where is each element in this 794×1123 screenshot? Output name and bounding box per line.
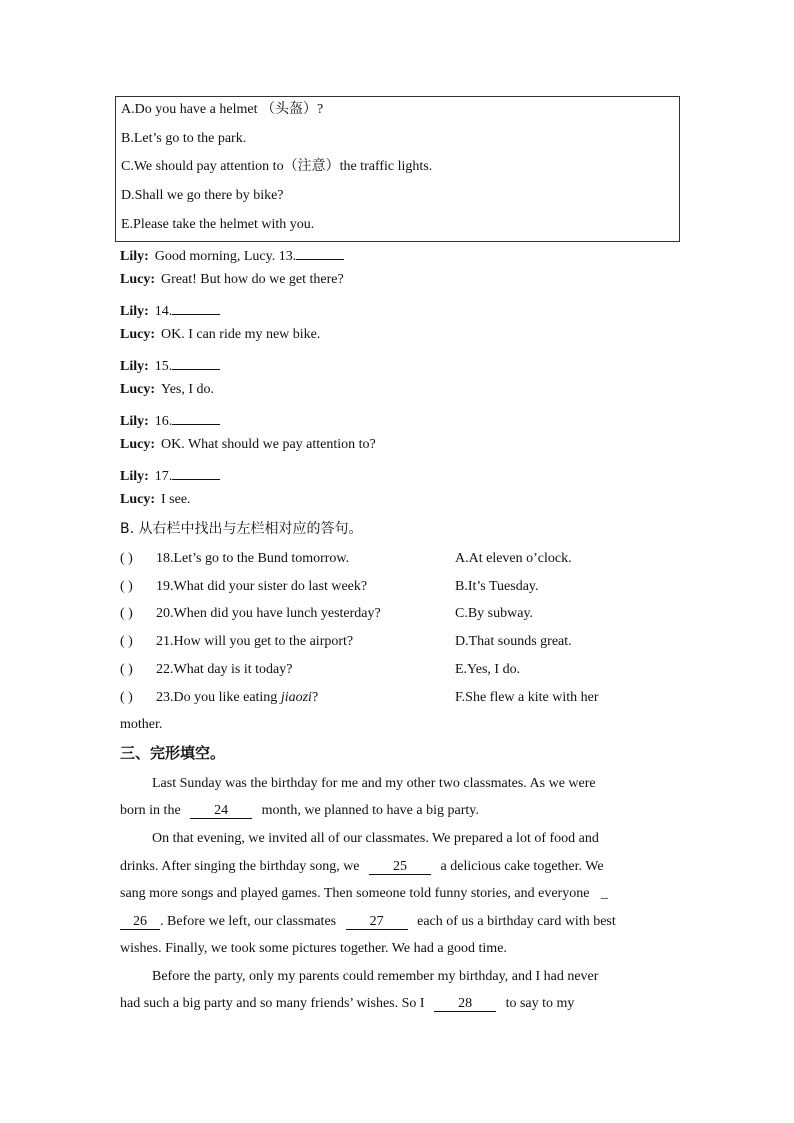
cloze-blank-27: 27 xyxy=(346,915,408,930)
dialogue-text: Good morning, Lucy. 13. xyxy=(154,249,297,264)
dialogue-text: 14. xyxy=(154,304,173,319)
answer-blank[interactable] xyxy=(172,410,220,425)
cloze-text: to say to my xyxy=(505,996,575,1011)
options-box xyxy=(115,96,680,242)
section-b-title: B. 从右栏中找出与左栏相对应的答句。 xyxy=(120,521,363,537)
option-c: C.We should pay attention to（注意）the traffic lights. xyxy=(121,159,433,174)
cloze-line-6 xyxy=(120,915,616,930)
answer-paren[interactable]: ( ) xyxy=(120,578,133,594)
cloze-line-9 xyxy=(120,997,574,1012)
matching-wrap-text: mother. xyxy=(120,717,163,732)
cloze-line-4 xyxy=(120,860,604,875)
matching-question xyxy=(156,607,381,621)
matching-answer: B.It’s Tuesday. xyxy=(455,578,539,594)
matching-question xyxy=(156,580,367,594)
dialogue-text: OK. I can ride my new bike. xyxy=(161,326,321,342)
speaker-label: Lily: xyxy=(120,359,149,374)
dialogue-text: OK. What should we pay attention to? xyxy=(161,436,376,452)
cloze-line-1: Last Sunday was the birthday for me and my other two classmates. As we were xyxy=(152,776,596,791)
speaker-label: Lily: xyxy=(120,469,149,484)
speaker-label: Lucy: xyxy=(120,491,155,507)
question-text: 19.What did your sister do last week? xyxy=(156,578,368,594)
answer-blank[interactable] xyxy=(172,465,220,480)
matching-answer: A.At eleven o’clock. xyxy=(455,551,572,566)
cloze-line-5 xyxy=(120,887,608,901)
answer-blank[interactable] xyxy=(296,245,344,260)
speaker-label: Lucy: xyxy=(120,436,155,452)
dialogue-line xyxy=(120,438,376,452)
speaker-label: Lily: xyxy=(120,414,149,429)
matching-question xyxy=(156,663,292,677)
speaker-label: Lily: xyxy=(120,249,149,264)
cloze-blank-24: 24 xyxy=(190,804,252,819)
answer-blank[interactable] xyxy=(172,300,220,315)
dialogue-line xyxy=(120,273,344,287)
cloze-line-7: wishes. Finally, we took some pictures together. We had a good time. xyxy=(120,941,507,956)
question-text: 18.Let’s go to the Bund tomorrow. xyxy=(156,551,350,566)
cloze-text: born in the xyxy=(120,803,181,818)
question-end-text: ? xyxy=(311,689,319,705)
answer-blank[interactable] xyxy=(172,355,220,370)
answer-paren[interactable]: ( ) xyxy=(120,634,133,650)
question-text: 23.Do you like eating xyxy=(156,689,281,705)
dialogue-line xyxy=(120,410,220,429)
option-e: E.Please take the helmet with you. xyxy=(121,217,315,232)
dialogue-line xyxy=(120,328,320,342)
dialogue-line xyxy=(120,465,220,484)
matching-answer: C.By subway. xyxy=(455,606,534,622)
dialogue-text: 15. xyxy=(154,359,173,374)
speaker-label: Lucy: xyxy=(120,326,155,342)
dialogue-line xyxy=(120,355,220,374)
option-a: A.Do you have a helmet （头盔）? xyxy=(121,102,324,117)
speaker-label: Lucy: xyxy=(120,381,155,397)
cloze-blank-26: 26 xyxy=(120,915,160,930)
dialogue-text: I see. xyxy=(161,491,191,507)
cloze-line-8: Before the party, only my parents could remember my birthday, and I had never xyxy=(152,969,599,984)
dialogue-line xyxy=(120,383,214,397)
cloze-blank-25: 25 xyxy=(369,860,431,875)
question-text: 22.What day is it today? xyxy=(156,661,293,677)
cloze-text: a delicious cake together. We xyxy=(440,859,604,874)
dialogue-text: Great! But how do we get there? xyxy=(161,271,344,287)
matching-question xyxy=(156,552,349,566)
dialogue-line xyxy=(120,493,191,507)
option-b: B.Let’s go to the park. xyxy=(121,131,247,146)
matching-answer: D.That sounds great. xyxy=(455,634,572,650)
answer-paren[interactable]: ( ) xyxy=(120,551,133,566)
cloze-text: month, we planned to have a big party. xyxy=(261,803,479,818)
cloze-text: had such a big party and so many friends’ wishes. So I xyxy=(120,996,425,1011)
cloze-text: sang more songs and played games. Then someone told funny stories, and everyone xyxy=(120,886,590,901)
answer-paren[interactable]: ( ) xyxy=(120,606,133,622)
question-italic-text: jiaozi xyxy=(280,689,312,705)
cloze-text: . Before we left, our classmates xyxy=(160,914,337,929)
option-d: D.Shall we go there by bike? xyxy=(121,188,284,203)
matching-answer: F.She flew a kite with her xyxy=(455,689,599,705)
question-text: 20.When did you have lunch yesterday? xyxy=(156,606,381,622)
answer-paren[interactable]: ( ) xyxy=(120,661,133,677)
cloze-line-2 xyxy=(120,804,479,819)
matching-question xyxy=(156,691,318,705)
speaker-label: Lucy: xyxy=(120,271,155,287)
answer-paren[interactable]: ( ) xyxy=(120,689,133,705)
cloze-line-3: On that evening, we invited all of our classmates. We prepared a lot of food and xyxy=(152,831,599,846)
cloze-blank-28: 28 xyxy=(434,997,496,1012)
dialogue-line xyxy=(120,245,344,264)
dialogue-text: 16. xyxy=(154,414,173,429)
question-text: 21.How will you get to the airport? xyxy=(156,634,354,650)
section-3-title: 三、完形填空。 xyxy=(120,744,226,762)
dialogue-text: Yes, I do. xyxy=(161,381,215,397)
dialogue-text: 17. xyxy=(154,469,173,484)
speaker-label: Lily: xyxy=(120,304,149,319)
cloze-text: drinks. After singing the birthday song, we xyxy=(120,859,360,874)
cloze-text: _ xyxy=(600,886,608,901)
cloze-text: each of us a birthday card with best xyxy=(417,914,616,929)
matching-question xyxy=(156,635,353,649)
matching-answer: E.Yes, I do. xyxy=(455,661,521,677)
dialogue-line xyxy=(120,300,220,319)
